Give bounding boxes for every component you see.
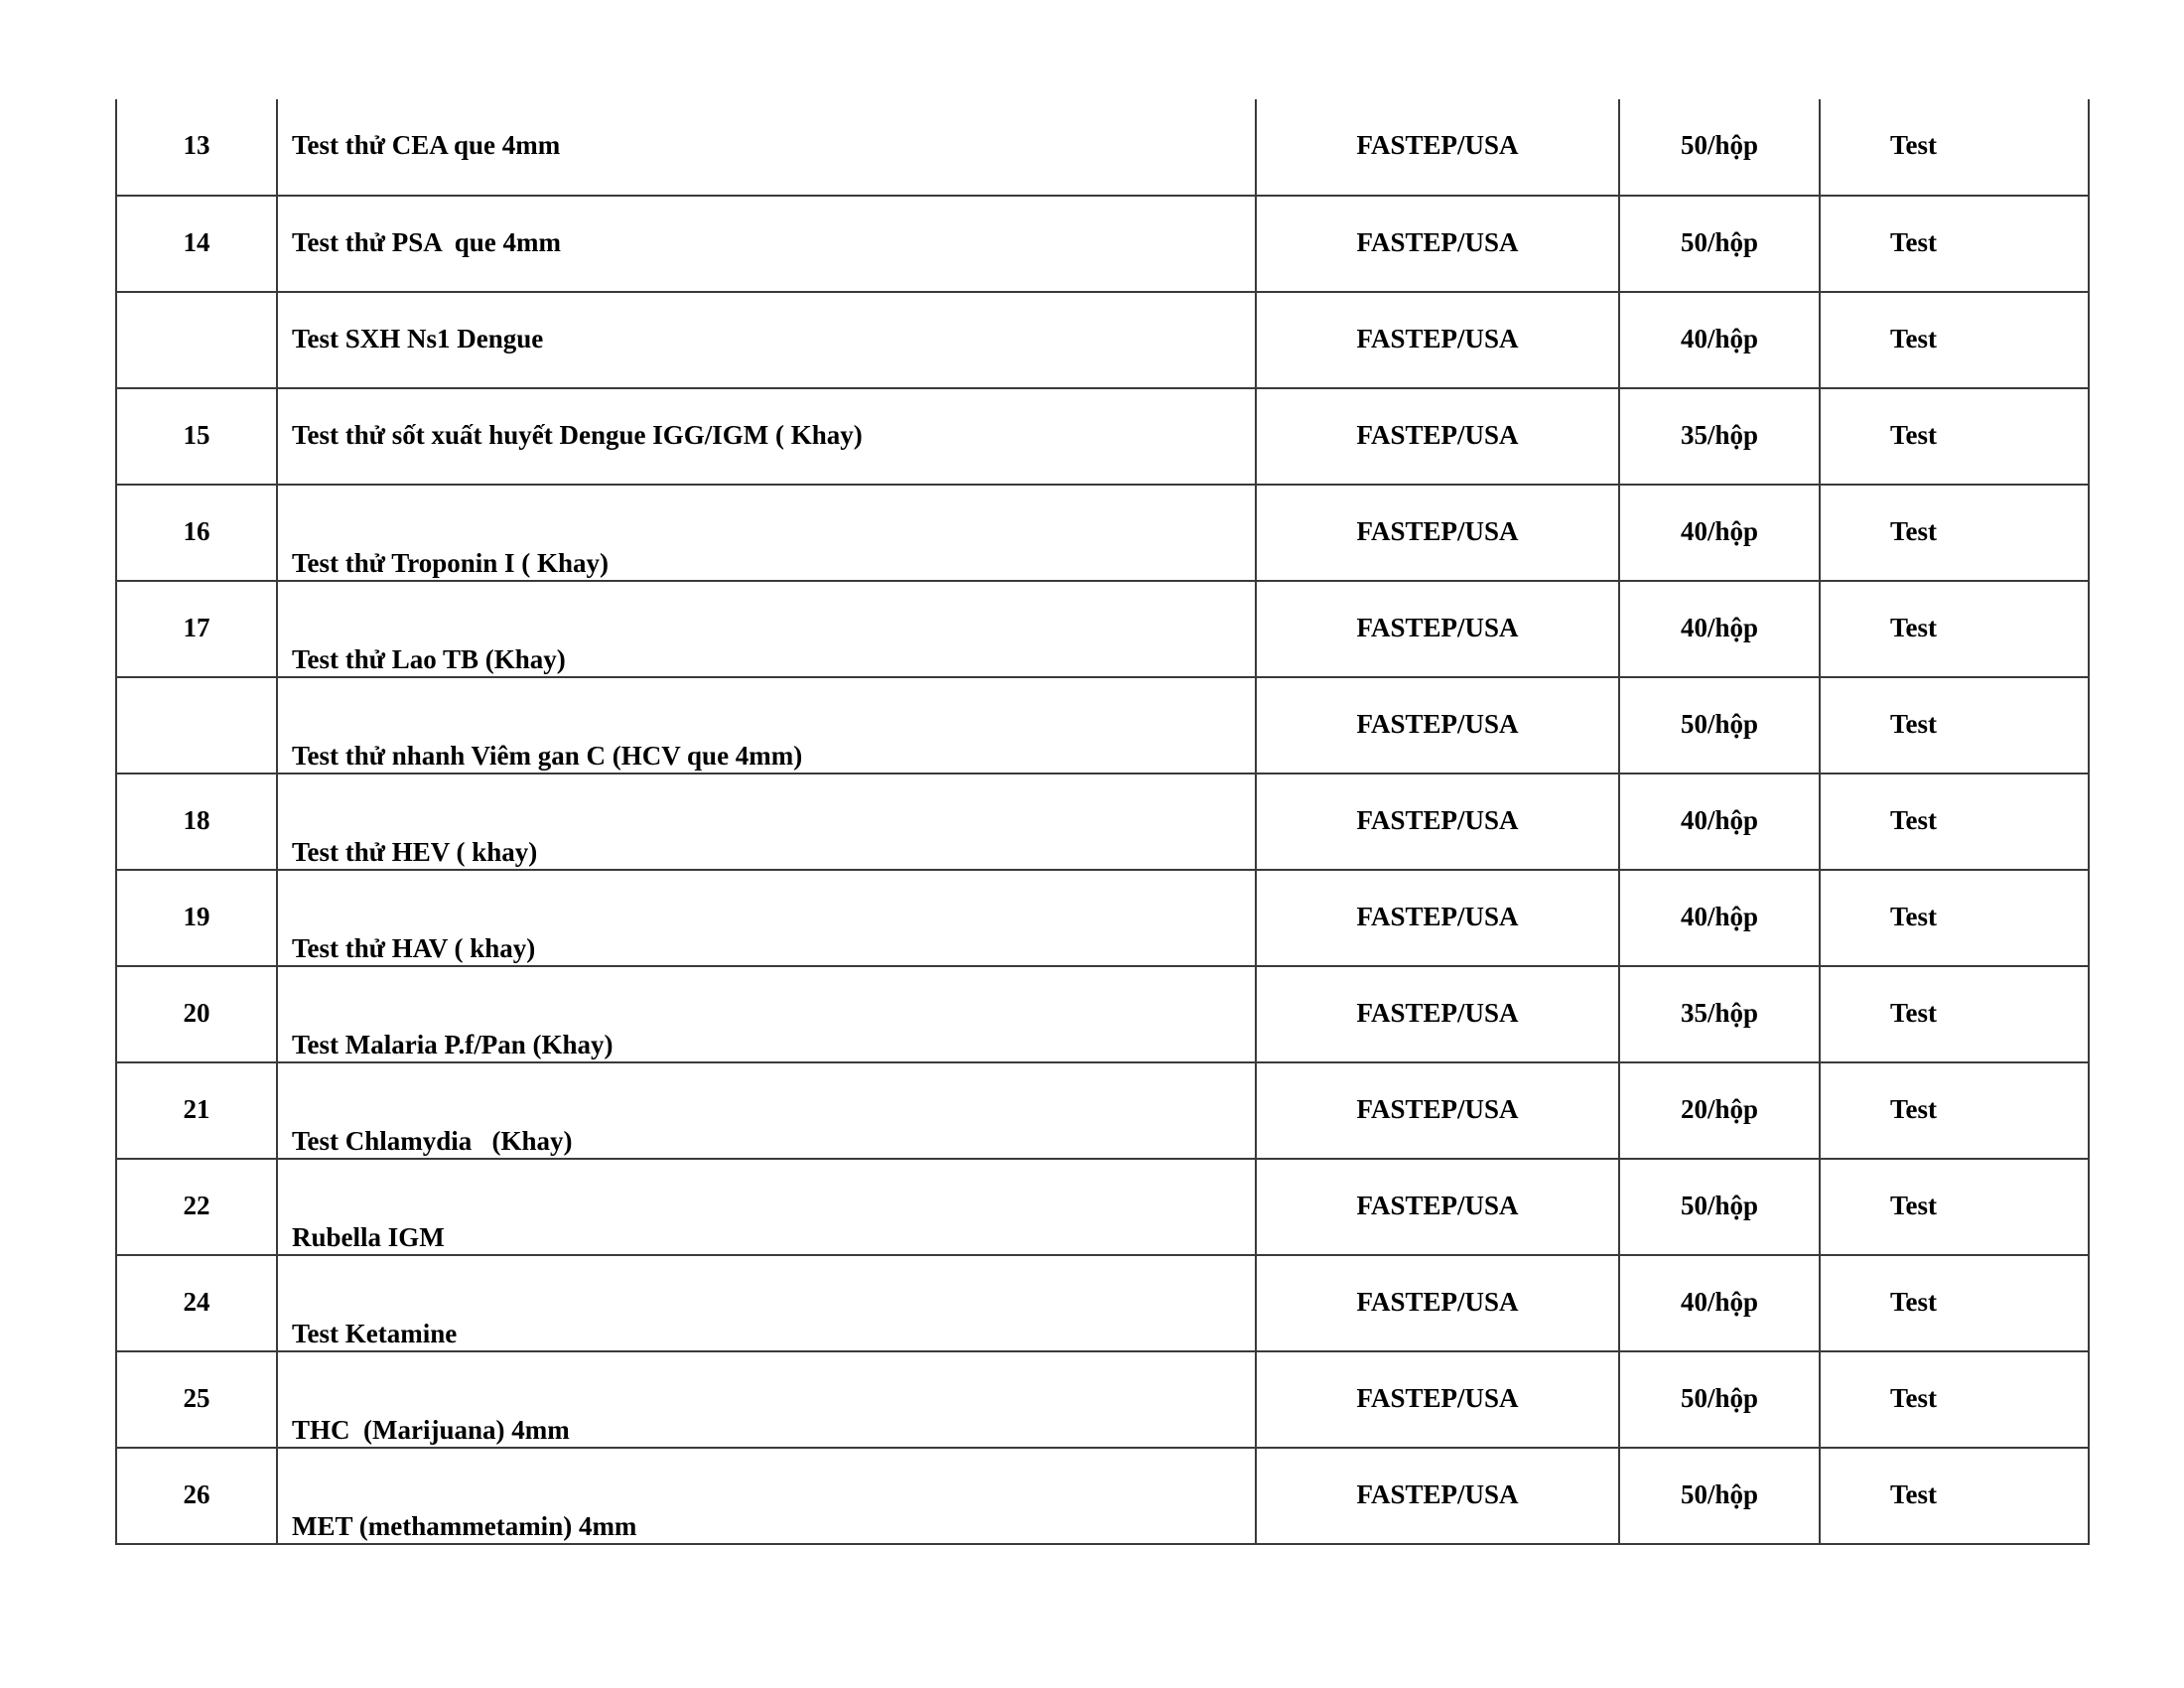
- stt-number: 15: [183, 420, 210, 450]
- manufacturer: FASTEP/USA: [1356, 1191, 1519, 1220]
- packaging-cell: [1619, 581, 1820, 677]
- stt-cell: [116, 196, 277, 292]
- unit-cell: [1820, 196, 2089, 292]
- packaging-cell: [1619, 1255, 1820, 1351]
- packaging-cell: [1619, 196, 1820, 292]
- product-name: Test Ketamine: [292, 1319, 458, 1348]
- product-name: Test thử CEA que 4mm: [292, 130, 561, 160]
- manufacturer: FASTEP/USA: [1356, 420, 1519, 450]
- manufacturer: FASTEP/USA: [1356, 516, 1519, 546]
- manufacturer-cell: [1256, 1255, 1619, 1351]
- product-name-cell: [277, 581, 1256, 677]
- stt-cell: [116, 1062, 277, 1159]
- stt-number: 13: [183, 130, 210, 160]
- stt-number: 16: [183, 516, 210, 546]
- unit: Test: [1890, 902, 1938, 931]
- unit-cell: [1820, 677, 2089, 774]
- manufacturer: FASTEP/USA: [1356, 1094, 1519, 1124]
- packaging-cell: [1619, 292, 1820, 388]
- packaging: 50/hộp: [1680, 1479, 1759, 1509]
- product-name-cell: [277, 677, 1256, 774]
- manufacturer: FASTEP/USA: [1356, 324, 1519, 353]
- unit: Test: [1890, 227, 1938, 257]
- manufacturer-cell: [1256, 388, 1619, 485]
- stt-cell: [116, 99, 277, 196]
- packaging-cell: [1619, 485, 1820, 581]
- product-name: THC (Marijuana) 4mm: [292, 1415, 570, 1445]
- unit-cell: [1820, 1448, 2089, 1544]
- unit-cell: [1820, 388, 2089, 485]
- product-name: MET (methammetamin) 4mm: [292, 1511, 637, 1541]
- packaging: 40/hộp: [1680, 1287, 1759, 1317]
- unit: Test: [1890, 1287, 1938, 1317]
- unit: Test: [1890, 1094, 1938, 1124]
- stt-cell: [116, 485, 277, 581]
- manufacturer: FASTEP/USA: [1356, 1479, 1519, 1509]
- unit: Test: [1890, 516, 1938, 546]
- product-name-cell: [277, 870, 1256, 966]
- table-row: [116, 1448, 2089, 1544]
- packaging: 50/hộp: [1680, 130, 1759, 160]
- product-name-cell: [277, 1159, 1256, 1255]
- product-name: Test thử HAV ( khay): [292, 933, 536, 963]
- stt-number: 14: [183, 227, 210, 257]
- stt-number: 18: [183, 805, 210, 835]
- product-name: Test thử Lao TB (Khay): [292, 644, 566, 674]
- unit-cell: [1820, 1351, 2089, 1448]
- unit: Test: [1890, 1383, 1938, 1413]
- product-name-cell: [277, 388, 1256, 485]
- manufacturer-cell: [1256, 774, 1619, 870]
- manufacturer-cell: [1256, 870, 1619, 966]
- packaging-cell: [1619, 870, 1820, 966]
- table-row: [116, 966, 2089, 1062]
- unit: Test: [1890, 613, 1938, 642]
- packaging-cell: [1619, 966, 1820, 1062]
- manufacturer-cell: [1256, 99, 1619, 196]
- packaging: 35/hộp: [1680, 998, 1759, 1028]
- stt-cell: [116, 1159, 277, 1255]
- packaging-cell: [1619, 1062, 1820, 1159]
- table-row: [116, 388, 2089, 485]
- stt-cell: [116, 966, 277, 1062]
- product-name: Test thử sốt xuất huyết Dengue IGG/IGM ( Khay): [292, 420, 863, 450]
- packaging: 50/hộp: [1680, 709, 1759, 739]
- product-name-cell: [277, 966, 1256, 1062]
- unit-cell: [1820, 1159, 2089, 1255]
- stt-cell: [116, 388, 277, 485]
- product-name: Test thử nhanh Viêm gan C (HCV que 4mm): [292, 741, 803, 771]
- manufacturer: FASTEP/USA: [1356, 227, 1519, 257]
- unit-cell: [1820, 774, 2089, 870]
- product-name-cell: [277, 1062, 1256, 1159]
- stt-number: 19: [183, 902, 210, 931]
- stt-cell: [116, 870, 277, 966]
- unit-cell: [1820, 1062, 2089, 1159]
- unit: Test: [1890, 420, 1938, 450]
- product-name-cell: [277, 99, 1256, 196]
- unit: Test: [1890, 324, 1938, 353]
- manufacturer: FASTEP/USA: [1356, 1287, 1519, 1317]
- packaging-cell: [1619, 1448, 1820, 1544]
- manufacturer-cell: [1256, 1448, 1619, 1544]
- unit-cell: [1820, 99, 2089, 196]
- table-row: [116, 99, 2089, 196]
- manufacturer-cell: [1256, 677, 1619, 774]
- unit-cell: [1820, 485, 2089, 581]
- product-name-cell: [277, 1448, 1256, 1544]
- manufacturer: FASTEP/USA: [1356, 998, 1519, 1028]
- stt-number: 20: [183, 998, 210, 1028]
- table-row: [116, 1159, 2089, 1255]
- unit-cell: [1820, 581, 2089, 677]
- manufacturer: FASTEP/USA: [1356, 709, 1519, 739]
- packaging-cell: [1619, 99, 1820, 196]
- packaging-cell: [1619, 388, 1820, 485]
- unit: Test: [1890, 130, 1938, 160]
- unit-cell: [1820, 966, 2089, 1062]
- stt-cell: [116, 1448, 277, 1544]
- product-name-cell: [277, 292, 1256, 388]
- table-row: [116, 870, 2089, 966]
- product-name: Rubella IGM: [292, 1222, 445, 1252]
- packaging: 40/hộp: [1680, 516, 1759, 546]
- packaging-cell: [1619, 677, 1820, 774]
- manufacturer: FASTEP/USA: [1356, 130, 1519, 160]
- product-name: Test SXH Ns1 Dengue: [292, 324, 544, 353]
- manufacturer: FASTEP/USA: [1356, 613, 1519, 642]
- manufacturer-cell: [1256, 1159, 1619, 1255]
- product-name: Test Chlamydia (Khay): [292, 1126, 573, 1156]
- unit: Test: [1890, 709, 1938, 739]
- table-row: [116, 677, 2089, 774]
- product-name: Test thử HEV ( khay): [292, 837, 538, 867]
- packaging-cell: [1619, 1159, 1820, 1255]
- manufacturer-cell: [1256, 196, 1619, 292]
- packaging: 50/hộp: [1680, 1191, 1759, 1220]
- table-row: [116, 1351, 2089, 1448]
- manufacturer: FASTEP/USA: [1356, 805, 1519, 835]
- packaging: 40/hộp: [1680, 902, 1759, 931]
- packaging: 50/hộp: [1680, 1383, 1759, 1413]
- stt-cell: [116, 1351, 277, 1448]
- packaging: 20/hộp: [1680, 1094, 1759, 1124]
- unit: Test: [1890, 805, 1938, 835]
- unit-cell: [1820, 870, 2089, 966]
- unit-cell: [1820, 292, 2089, 388]
- stt-number: 22: [183, 1191, 210, 1220]
- manufacturer-cell: [1256, 1351, 1619, 1448]
- table-row: [116, 196, 2089, 292]
- manufacturer-cell: [1256, 581, 1619, 677]
- stt-cell: [116, 677, 277, 774]
- stt-cell: [116, 292, 277, 388]
- stt-cell: [116, 774, 277, 870]
- manufacturer-cell: [1256, 966, 1619, 1062]
- product-name-cell: [277, 774, 1256, 870]
- stt-number: 24: [183, 1287, 210, 1317]
- product-table: [115, 99, 2090, 1545]
- product-name-cell: [277, 1255, 1256, 1351]
- manufacturer: FASTEP/USA: [1356, 1383, 1519, 1413]
- manufacturer-cell: [1256, 1062, 1619, 1159]
- packaging: 40/hộp: [1680, 805, 1759, 835]
- packaging-cell: [1619, 1351, 1820, 1448]
- table-body: [116, 99, 2089, 1544]
- table-row: [116, 774, 2089, 870]
- table-row: [116, 1062, 2089, 1159]
- manufacturer-cell: [1256, 485, 1619, 581]
- packaging-cell: [1619, 774, 1820, 870]
- stt-number: 25: [183, 1383, 210, 1413]
- table-row: [116, 581, 2089, 677]
- product-name: Test thử PSA que 4mm: [292, 227, 561, 257]
- table-row: [116, 1255, 2089, 1351]
- unit: Test: [1890, 1191, 1938, 1220]
- product-name-cell: [277, 485, 1256, 581]
- product-name-cell: [277, 196, 1256, 292]
- unit-cell: [1820, 1255, 2089, 1351]
- stt-number: 17: [183, 613, 210, 642]
- product-name-cell: [277, 1351, 1256, 1448]
- stt-number: 21: [183, 1094, 210, 1124]
- table-row: [116, 485, 2089, 581]
- product-name: Test Malaria P.f/Pan (Khay): [292, 1030, 614, 1059]
- stt-cell: [116, 1255, 277, 1351]
- stt-number: 26: [183, 1479, 210, 1509]
- table-row: [116, 292, 2089, 388]
- product-name: Test thử Troponin I ( Khay): [292, 548, 610, 578]
- unit: Test: [1890, 1479, 1938, 1509]
- unit: Test: [1890, 998, 1938, 1028]
- packaging: 40/hộp: [1680, 613, 1759, 642]
- manufacturer-cell: [1256, 292, 1619, 388]
- manufacturer: FASTEP/USA: [1356, 902, 1519, 931]
- stt-cell: [116, 581, 277, 677]
- packaging: 35/hộp: [1680, 420, 1759, 450]
- packaging: 40/hộp: [1680, 324, 1759, 353]
- packaging: 50/hộp: [1680, 227, 1759, 257]
